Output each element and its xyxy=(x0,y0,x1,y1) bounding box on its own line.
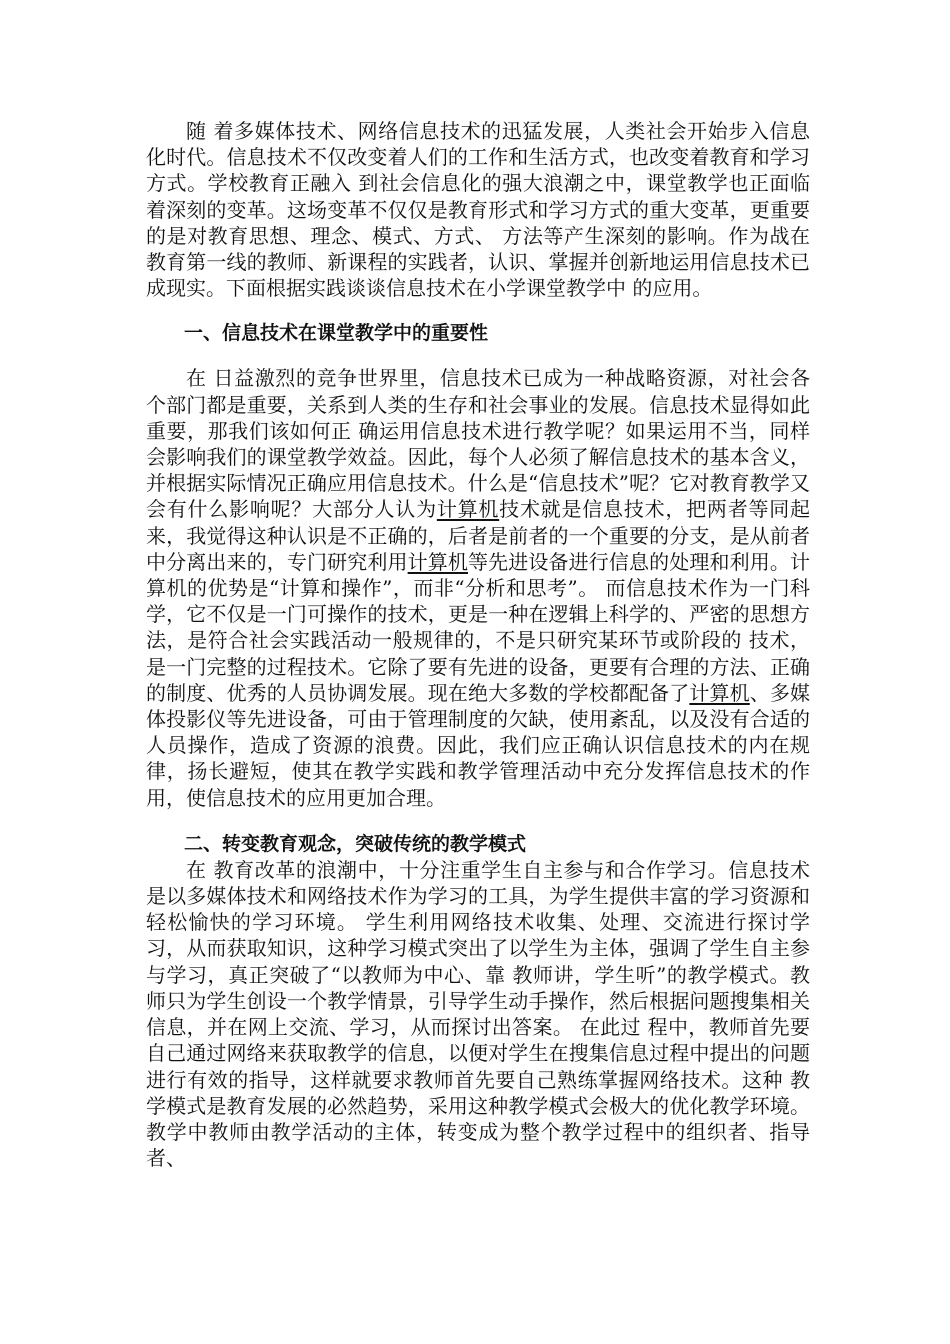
section-1-text-d: 、多媒体投影仪等先进设备，可由于管理制度的欠缺，使用紊乱，以及没有合适的人员操作，造成了资源的浪费。因此，我们应正确认识信息技术的内在规律，扬长避短，使其在教学实践和教学管理活动中充分发挥信息技术的作用，使信息技术的应用更加合理。 xyxy=(146,680,810,810)
section-1-text-c: 等先进设备进行信息的处理和利用。计算机的优势是“计算和操作”，而非“分析和思考”。 而信息技术作为一门科学，它不仅是一门可操作的技术，更是一种在逻辑上科学的、严密的思想方法，是符合社会实践活动一般规律的，不是只研究某环节或阶段的 技术，是一门完整的过程技术。它除了要有先进的设备，更要有合理的方法、正确的制度、优秀的人员协调发展。现在绝大多数的学校都配备了 xyxy=(146,549,810,705)
intro-paragraph: 随 着多媒体技术、网络信息技术的迅猛发展，人类社会开始步入信息化时代。信息技术不仅改变着人们的工作和生活方式，也改变着教育和学习方式。学校教育正融入 到社会信息化的强大浪潮之中，课堂教学也正面临着深刻的变革。这场变革不仅仅是教育形式和学习方式的重大变革，更重要的是对教育思想、理念、模式、方式、 方法等产生深刻的影响。作为战在教育第一线的教师、新课程的实践者，认识、掌握并创新地运用信息技术已成现实。下面根据实践谈谈信息技术在小学课堂教学中 的应用。 xyxy=(146,119,810,301)
section-1-heading: 一、信息技术在课堂教学中的重要性 xyxy=(184,322,489,345)
section-2-paragraph: 在 教育改革的浪潮中，十分注重学生自主参与和合作学习。信息技术是以多媒体技术和网络技术作为学习的工具，为学生提供丰富的学习资源和轻松愉快的学习环境。 学生利用网络技术收集、处理、交流进行探讨学习，从而获取知识，这种学习模式突出了以学生为主体，强调了学生自主参与学习，真正突破了“以教师为中心、靠 教师讲，学生听”的教学模式。教师只为学生创设一个教学情景，引导学生动手操作，然后根据问题搜集相关信息，并在网上交流、学习，从而探讨出答案。 在此过 程中，教师首先要自己通过网络来获取教学的信息，以便对学生在搜集信息过程中提出的问题进行有效的指导，这样就要求教师首先要自己熟练掌握网络技术。这种 教学模式是教育发展的必然趋势，采用这种教学模式会极大的优化教学环境。教学中教师由教学活动的主体，转变成为整个教学过程中的组织者、指导者、 xyxy=(146,857,810,1171)
section-1-text-b: 技术就是信息技术，把两者等同起来，我觉得这种认识是不正确的，后者是前者的一个重要的分支，是从前者中分离出来的，专门研究利用 xyxy=(146,497,811,574)
section-1-paragraph xyxy=(146,365,810,810)
section-2-heading: 二、转变教育观念，突破传统的教学模式 xyxy=(184,832,527,855)
computer-link-2[interactable]: 计算机 xyxy=(407,549,468,574)
spacer xyxy=(146,346,810,365)
spacer xyxy=(146,811,810,831)
spacer xyxy=(146,301,810,320)
computer-link-3[interactable]: 计算机 xyxy=(689,680,750,705)
section-1-text-a: 在 日益激烈的竞争世界里，信息技术已成为一种战略资源，对社会各个部门都是重要，关系到人类的生存和社会事业的发展。信息技术显得如此重要，那我们该如何正 确运用信息技术进行教学呢？如果运用不当，同样会影响我们的课堂教学效益。因此，每个人必须了解信息技术的基本含义，并根据实际情况正确应用信息技术。什么是“信息技术”呢？它对教育教学又会有什么影响呢？大部分人认为 xyxy=(146,366,810,522)
document-page xyxy=(146,118,810,1171)
computer-link-1[interactable]: 计算机 xyxy=(436,497,500,522)
